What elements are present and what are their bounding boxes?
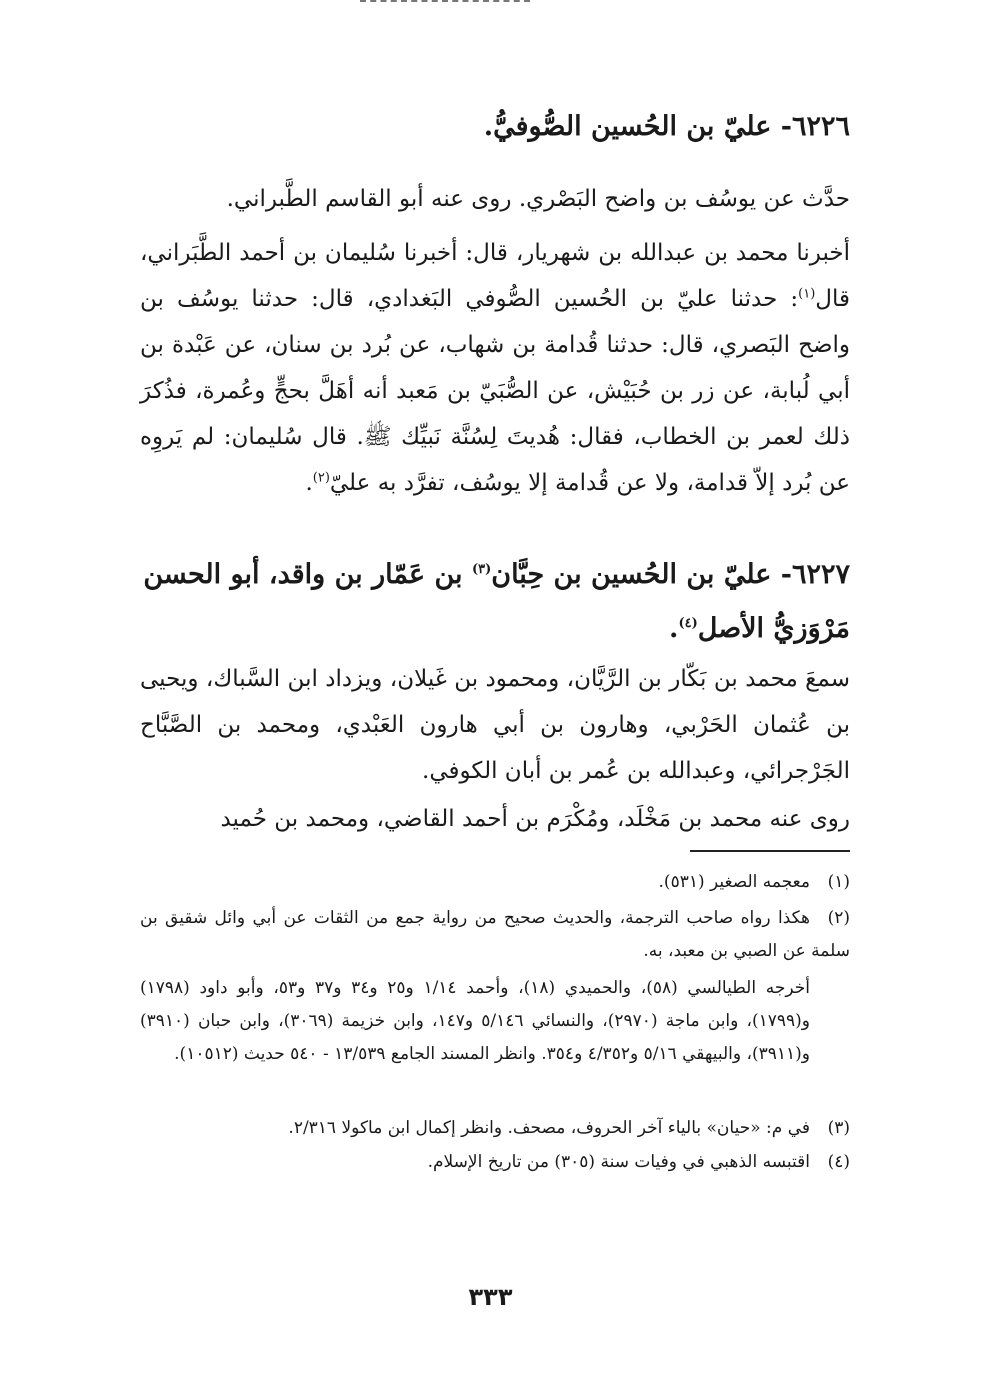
- para2-part-a: أخبرنا محمد بن عبدالله بن شهريار، قال: أخبرنا سُليمان بن أحمد الطَّبَراني، قال: [140, 240, 850, 312]
- footnote-4: [140, 1146, 850, 1179]
- footnote-ref-1: (١): [798, 286, 816, 302]
- footnote-1: [140, 866, 850, 899]
- footnote-2: [140, 902, 850, 968]
- top-decorative-rule: [360, 0, 530, 7]
- footnote-2-number: (٢): [827, 908, 850, 928]
- entry-6226-heading-text: ٦٢٢٦- عليّ بن الحُسين الصُّوفيُّ.: [483, 111, 850, 142]
- footnote-4-text: اقتبسه الذهبي في وفيات سنة (٣٠٥) من تاريخ الإسلام.: [427, 1152, 810, 1172]
- footnote-2-text: هكذا رواه صاحب الترجمة، والحديث صحيح من رواية جمع من الثقات عن أبي وائل شقيق بن سلمة عن الصبي بن معبد، به.: [140, 908, 850, 961]
- footnote-ref-4: (٤): [678, 616, 698, 631]
- entry-6227-para1: سمعَ محمد بن بَكّار بن الرَّيَّان، ومحمود بن غَيلان، ويزداد ابن السَّباك، ويحيى بن عُثمان الحَرْبي، وهارون بن أبي هارون العَبْدي، ومحمد بن الصَّبَّاح الجَرْجرائي، وعبدالله بن عُمر بن أبان الكوفي.: [140, 666, 850, 784]
- entry-6226-heading: [140, 100, 850, 154]
- entry-6227-heading-end: .: [669, 613, 679, 644]
- footnote-3-text: في م: «حيان» بالياء آخر الحروف، مصحف. وانظر إكمال ابن ماكولا ٢/٣١٦.: [288, 1118, 810, 1138]
- footnote-2-sources-text: أخرجه الطيالسي (٥٨)، والحميدي (١٨)، وأحمد ١/١٤ و٢٥ و٣٤ و٣٧ و٥٣، وأبو داود (١٧٩٨) و(١٧٩٩)، وابن ماجة (٢٩٧٠)، والنسائي ٥/١٤٦ و١٤٧، وابن خزيمة (٣٠٦٩)، وابن حبان (٣٩١٠) و(٣٩١١)، والبيهقي ٥/١٦ و٤/٣٥٢ و٣٥٤. وانظر المسند الجامع ١٣/٥٣٩ - ٥٤٠ حديث (١٠٥١٢).: [140, 978, 810, 1064]
- entry-6226-para1: حدَّث عن يوسُف بن واضح البَصْري. روى عنه أبو القاسم الطَّبراني.: [226, 186, 850, 212]
- entry-6227-heading-part-b: بن عَمّار بن واقد، أبو الحسن مَرْوَزيُّ الأصل: [143, 559, 850, 644]
- footnote-divider: [690, 850, 850, 852]
- para2-end: .: [305, 470, 313, 496]
- entry-6227-heading-part-a: ٦٢٢٧- عليّ بن الحُسين بن حِبَّان: [491, 559, 850, 590]
- footnote-2-continuation: [140, 972, 850, 1071]
- footnote-1-text: معجمه الصغير (٥٣١).: [658, 872, 810, 892]
- footnote-ref-2: (٢): [312, 470, 330, 486]
- footnote-1-number: (١): [827, 872, 850, 892]
- footnote-ref-3: (٣): [471, 562, 492, 577]
- footnote-3-number: (٣): [827, 1118, 850, 1138]
- entry-6227-para2: روى عنه محمد بن مَخْلَد، ومُكْرَم بن أحمد القاضي، ومحمد بن حُميد: [220, 806, 850, 832]
- page-number: ٣٣٣: [468, 1283, 513, 1311]
- footnote-3: [140, 1112, 850, 1145]
- entry-6226-para2: [140, 230, 850, 506]
- footnote-4-number: (٤): [827, 1152, 850, 1172]
- entry-6227-heading: [140, 548, 850, 656]
- para2-part-b: : حدثنا عليّ بن الحُسين الصُّوفي البَغدادي، قال: حدثنا يوسُف بن واضح البَصري، قال: حدثنا قُدامة بن شهاب، عن بُرد بن سنان، عن عَبْدة بن أبي لُبابة، عن زر بن حُبَيْش، عن الصُّبَيّ بن مَعبد أنه أهَلَّ بحجٍّ وعُمرة، فذُكرَ ذلك لعمر بن الخطاب، فقال: هُديتَ لِسُنَّة نَبيِّك ﷺ. قال سُليمان: لم يَروِه عن بُرد إلاّ قدامة، ولا عن قُدامة إلا يوسُف، تفرَّد به عليّ: [140, 286, 850, 496]
